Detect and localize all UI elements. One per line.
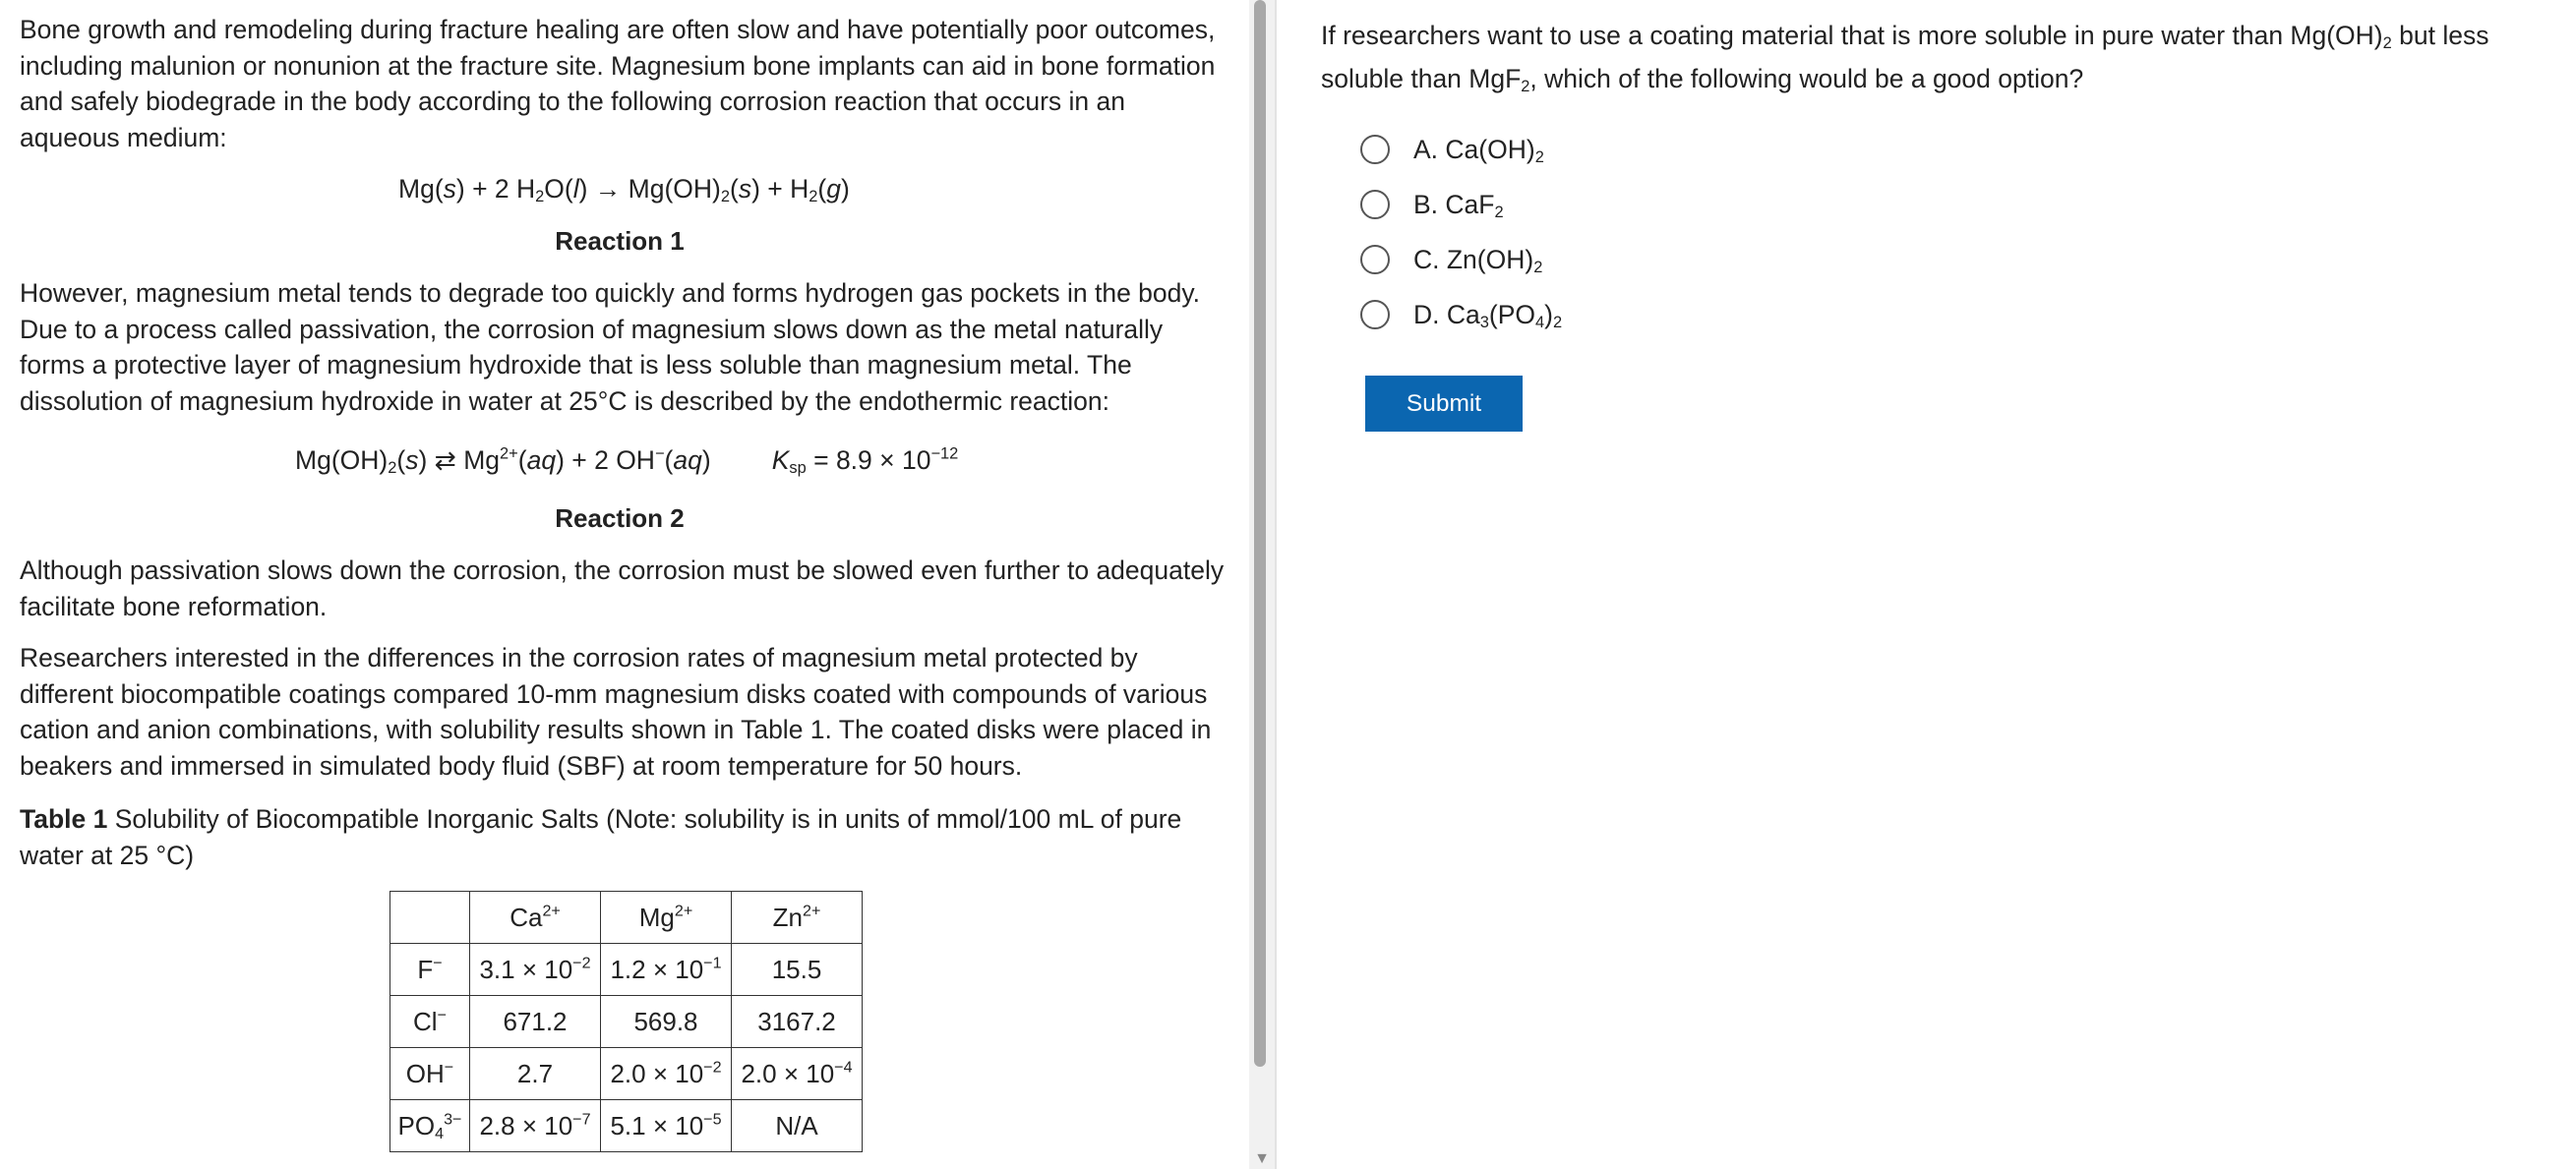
passage-paragraph-4: Researchers interested in the differences in the corrosion rates of magnesium metal protected by different biocompatible coatings compared 10-mm magnesium disks coated with compounds of various cation and anion combinations, with solubility results shown in Table 1. The coated disks were placed in beakers and immersed in simulated body fluid (SBF) at room temperature for 50 hours. [20, 643, 1212, 781]
table-header-ca: $Ca^{2+}$ [470, 892, 601, 944]
table-header-zn: $Zn^{2+}$ [732, 892, 863, 944]
table-cell: $1.2 \times 10^{-1}$ [601, 944, 732, 996]
reaction-2-title: Reaction 2 [555, 503, 685, 533]
question-prompt: If researchers want to use a coating material that is more soluble in pure water than $Mg(OH)_2$ but less soluble than MgF$_2$, which of the following would be a good option? [1321, 21, 2489, 96]
table-label: Table 1 [20, 804, 108, 834]
reaction-1-title: Reaction 1 [555, 226, 685, 256]
submit-button[interactable]: Submit [1365, 376, 1523, 432]
answer-choice-c[interactable] [1360, 240, 1542, 279]
ksp-value: 8.9 × 10 [835, 445, 931, 475]
table-cell: 569.8 [601, 996, 732, 1048]
table-cell: $2.0 \times 10^{-2}$ [601, 1048, 732, 1100]
choice-c-label: C. $Zn(OH)_2$ [1413, 244, 1543, 276]
reaction-1-equation: Mg(s) + 2 $H_2O(l) \to Mg(OH)_2(s) + H_2(g)$ [398, 174, 850, 206]
table-anion-cl: Cl− [390, 996, 470, 1048]
table-row [390, 1048, 863, 1100]
radio-button-b[interactable] [1360, 190, 1390, 219]
radio-button-c[interactable] [1360, 245, 1390, 274]
table-header-row [390, 892, 863, 944]
table-cell: 15.5 [732, 944, 863, 996]
ksp-exponent: −12 [930, 444, 959, 463]
passage-scrollbar-thumb[interactable] [1254, 0, 1266, 1067]
table-anion-oh: OH− [390, 1048, 470, 1100]
table-row [390, 996, 863, 1048]
scroll-down-arrow-icon[interactable]: ▼ [1254, 1150, 1270, 1167]
table-corner-cell [390, 892, 470, 944]
pane-divider [1275, 0, 1277, 1169]
table-cell: 3167.2 [732, 996, 863, 1048]
passage-panel [0, 0, 1249, 1169]
table-cell: $3.1 \times 10^{-2}$ [470, 944, 601, 996]
table-cell: $5.1 \times 10^{-5}$ [601, 1100, 732, 1152]
answer-choice-b[interactable] [1360, 185, 1504, 224]
radio-button-d[interactable] [1360, 300, 1390, 329]
passage-paragraph-1: Bone growth and remodeling during fracture healing are often slow and have potentially poor outcomes, including malunion or nonunion at the fracture site. Magnesium bone implants can aid in bone formation and safely biodegrade in the body according to the following corrosion reaction that occurs in an aqueous medium: [20, 15, 1216, 152]
table-row [390, 1100, 863, 1152]
reaction-2-equation: $Mg(OH)_2(s)$ ⇄ $Mg^{2+}(aq) + 2$ OH−(aq) $K_{sp} = 8.9 \times 10^{-12}$ [295, 444, 959, 478]
table-cell: 2.7 [470, 1048, 601, 1100]
table-cell: N/A [732, 1100, 863, 1152]
choice-a-label: A. $Ca(OH)_2$ [1413, 134, 1544, 166]
table-caption [20, 801, 1229, 873]
choice-b-label: B. CaF$_2$ [1413, 189, 1504, 221]
table-caption-text: Solubility of Biocompatible Inorganic Salts (Note: solubility is in units of mmol/100 mL of pure water at 25 °C) [20, 804, 1182, 870]
solubility-table [389, 891, 863, 1152]
table-anion-f: F− [390, 944, 470, 996]
table-cell: 671.2 [470, 996, 601, 1048]
table-anion-po4: $PO_4^{3-}$ [390, 1100, 470, 1152]
answer-choice-d[interactable] [1360, 295, 1562, 334]
table-cell: $2.0 \times 10^{-4}$ [732, 1048, 863, 1100]
table-cell: $2.8 \times 10^{-7}$ [470, 1100, 601, 1152]
passage-paragraph-2: However, magnesium metal tends to degrade too quickly and forms hydrogen gas pockets in the body. Due to a process called passivation, the corrosion of magnesium slows down as the metal naturally forms a protective layer of magnesium hydroxide that is less soluble than magnesium metal. The dissolution of magnesium hydroxide in water at 25°C is described by the endothermic reaction: [20, 278, 1201, 416]
table-header-mg: $Mg^{2+}$ [601, 892, 732, 944]
radio-button-a[interactable] [1360, 135, 1390, 164]
passage-paragraph-3: Although passivation slows down the corrosion, the corrosion must be slowed even further to adequately facilitate bone reformation. [20, 555, 1225, 621]
table-row [390, 944, 863, 996]
choice-d-label: D. $Ca_3(PO_4)_2$ [1413, 299, 1563, 331]
answer-choice-a[interactable] [1360, 130, 1544, 169]
